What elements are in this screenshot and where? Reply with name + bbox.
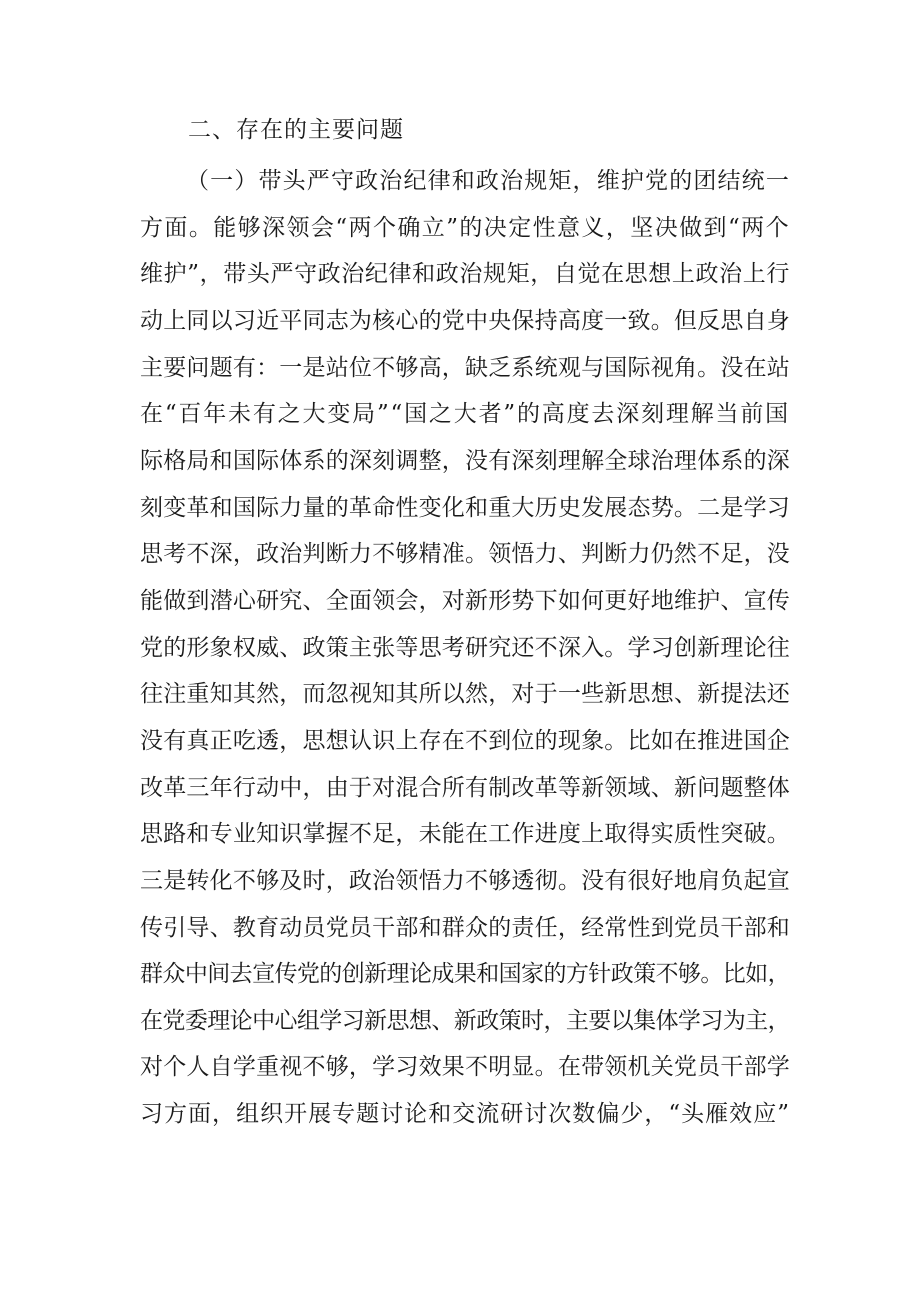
- text-line: 习方面，组织开展专题讨论和交流研讨次数偏少，“头雁效应”: [140, 1101, 790, 1128]
- text-line: 动上同以习近平同志为核心的党中央保持高度一致。但反思自身: [140, 307, 790, 334]
- body-paragraph: [140, 158, 790, 1138]
- text-line: 在“百年未有之大变局”“国之大者”的高度去深刻理解当前国: [140, 401, 790, 428]
- text-line: 在党委理论中心组学习新思想、新政策时，主要以集体学习为主，: [140, 1007, 791, 1034]
- text-line: 改革三年行动中，由于对混合所有制改革等新领域、新问题整体: [140, 774, 790, 801]
- text-line: 没有真正吃透，思想认识上存在不到位的现象。比如在推进国企: [140, 727, 790, 754]
- text-line: 维护”，带头严守政治纪律和政治规矩，自觉在思想上政治上行: [140, 261, 790, 288]
- text-line: 思路和专业知识掌握不足，未能在工作进度上取得实质性突破。: [140, 821, 790, 848]
- text-line: 对个人自学重视不够，学习效果不明显。在带领机关党员干部学: [140, 1054, 790, 1081]
- text-line: 能做到潜心研究、全面领会，对新形势下如何更好地维护、宣传: [140, 587, 790, 614]
- text-line: 群众中间去宣传党的创新理论成果和国家的方针政策不够。比如，: [140, 961, 791, 988]
- text-line: 传引导、教育动员党员干部和群众的责任，经常性到党员干部和: [140, 914, 790, 941]
- text-line: 三是转化不够及时，政治领悟力不够透彻。没有很好地肩负起宣: [140, 867, 790, 894]
- text-line: 方面。能够深领会“两个确立”的决定性意义，坚决做到“两个: [140, 214, 790, 241]
- text-line: 刻变革和国际力量的革命性变化和重大历史发展态势。二是学习: [140, 494, 790, 521]
- text-line: 思考不深，政治判断力不够精准。领悟力、判断力仍然不足，没: [140, 541, 790, 568]
- text-line: 党的形象权威、政策主张等思考研究还不深入。学习创新理论往: [140, 634, 790, 661]
- text-line: 际格局和国际体系的深刻调整，没有深刻理解全球治理体系的深: [140, 447, 790, 474]
- text-line: 往注重知其然，而忽视知其所以然，对于一些新思想、新提法还: [140, 681, 790, 708]
- text-line: 主要问题有：一是站位不够高，缺乏系统观与国际视角。没在站: [140, 354, 790, 381]
- section-heading: 二、存在的主要问题: [188, 117, 404, 143]
- text-line: （一）带头严守政治纪律和政治规矩，维护党的团结统一: [186, 168, 790, 194]
